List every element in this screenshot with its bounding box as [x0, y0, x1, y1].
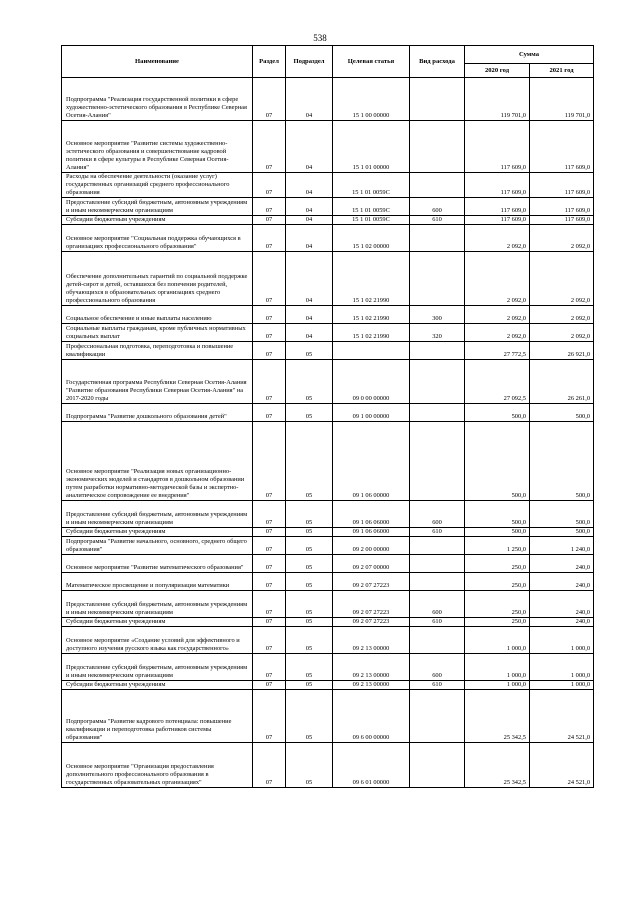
- row-subsection: 05: [286, 618, 333, 627]
- table-row: [62, 252, 594, 306]
- row-target-article: 09 2 13 00000: [333, 627, 410, 654]
- row-sum-2020: 1 250,0: [465, 537, 530, 555]
- row-sum-2021: 26 921,0: [530, 342, 594, 360]
- row-target-article: 09 2 07 27223: [333, 591, 410, 618]
- row-subsection: 05: [286, 555, 333, 573]
- row-sum-2020: 500,0: [465, 528, 530, 537]
- row-section: 07: [253, 404, 286, 422]
- row-expense-type: 600: [410, 654, 465, 681]
- row-name: Субсидии бюджетным учреждениям: [62, 528, 253, 537]
- table-row: [62, 404, 594, 422]
- row-sum-2021: 26 261,0: [530, 360, 594, 404]
- table-row: [62, 121, 594, 173]
- row-subsection: 05: [286, 422, 333, 501]
- row-sum-2020: 27 772,5: [465, 342, 530, 360]
- row-name: Предоставление субсидий бюджетным, автономным учреждениям и иным некоммерческим организациям: [62, 198, 253, 216]
- row-subsection: 04: [286, 198, 333, 216]
- row-target-article: 09 1 06 06000: [333, 501, 410, 528]
- row-expense-type: [410, 404, 465, 422]
- row-target-article: 09 0 00 00000: [333, 360, 410, 404]
- row-section: 07: [253, 216, 286, 225]
- row-sum-2020: 2 092,0: [465, 324, 530, 342]
- row-subsection: 05: [286, 537, 333, 555]
- row-target-article: [333, 342, 410, 360]
- row-sum-2021: 500,0: [530, 404, 594, 422]
- row-section: 07: [253, 78, 286, 121]
- row-target-article: 09 2 00 00000: [333, 537, 410, 555]
- header-sum: Сумма: [465, 46, 594, 64]
- row-section: 07: [253, 342, 286, 360]
- row-name: Профессиональная подготовка, переподготовка и повышение квалификации: [62, 342, 253, 360]
- row-sum-2021: 1 000,0: [530, 681, 594, 690]
- header-name: Наименование: [62, 46, 253, 78]
- table-row: [62, 342, 594, 360]
- table-row: [62, 198, 594, 216]
- row-expense-type: 300: [410, 306, 465, 324]
- row-subsection: 04: [286, 173, 333, 198]
- row-section: 07: [253, 306, 286, 324]
- row-expense-type: 610: [410, 618, 465, 627]
- row-expense-type: [410, 121, 465, 173]
- row-expense-type: 600: [410, 198, 465, 216]
- row-subsection: 05: [286, 501, 333, 528]
- row-section: 07: [253, 591, 286, 618]
- row-subsection: 04: [286, 252, 333, 306]
- row-sum-2020: 119 701,0: [465, 78, 530, 121]
- row-sum-2020: 2 092,0: [465, 252, 530, 306]
- row-sum-2021: 500,0: [530, 528, 594, 537]
- row-subsection: 05: [286, 627, 333, 654]
- row-name: Обеспечение дополнительных гарантий по социальной поддержке детей-сирот и детей, оставшихся без попечения родителей, обучающихся в образовательных организациях среднего профессионального образования: [62, 252, 253, 306]
- row-sum-2021: 117 609,0: [530, 216, 594, 225]
- row-expense-type: [410, 360, 465, 404]
- row-expense-type: [410, 573, 465, 591]
- row-name: Подпрограмма "Развитие кадрового потенциала: повышение квалификации и переподготовка работников системы образования": [62, 690, 253, 743]
- row-target-article: 15 1 02 21990: [333, 306, 410, 324]
- row-expense-type: 600: [410, 501, 465, 528]
- row-name: Подпрограмма "Развитие дошкольного образования детей": [62, 404, 253, 422]
- row-expense-type: [410, 627, 465, 654]
- row-target-article: 15 1 01 00000: [333, 121, 410, 173]
- row-name: Подпрограмма "Развитие начального, основного, среднего общего образования": [62, 537, 253, 555]
- table-row: [62, 78, 594, 121]
- row-expense-type: [410, 555, 465, 573]
- table-row: [62, 173, 594, 198]
- row-target-article: 09 1 00 00000: [333, 404, 410, 422]
- row-target-article: 09 2 13 00000: [333, 681, 410, 690]
- row-name: Основное мероприятие «Создание условий для эффективного и доступного изучения русского языка как государственного»: [62, 627, 253, 654]
- row-name: Основное мероприятие "Реализация новых организационно-экономических моделей и стандартов в дошкольном образовании путем разработки нормативно-методической базы и экспертно-аналитическое сопровождение ее внедрения": [62, 422, 253, 501]
- row-target-article: 15 1 01 0059С: [333, 198, 410, 216]
- row-sum-2020: 500,0: [465, 404, 530, 422]
- table-row: [62, 537, 594, 555]
- row-sum-2021: 1 240,0: [530, 537, 594, 555]
- row-sum-2021: 2 092,0: [530, 252, 594, 306]
- row-target-article: 15 1 02 21990: [333, 324, 410, 342]
- row-sum-2021: 117 609,0: [530, 173, 594, 198]
- row-target-article: 09 6 00 00000: [333, 690, 410, 743]
- row-sum-2020: 117 609,0: [465, 121, 530, 173]
- row-section: 07: [253, 121, 286, 173]
- row-expense-type: 610: [410, 681, 465, 690]
- row-sum-2021: 500,0: [530, 501, 594, 528]
- table-row: [62, 627, 594, 654]
- row-section: 07: [253, 173, 286, 198]
- row-section: 07: [253, 422, 286, 501]
- row-expense-type: 610: [410, 528, 465, 537]
- row-target-article: 09 2 13 00000: [333, 654, 410, 681]
- row-target-article: 15 1 01 0059С: [333, 216, 410, 225]
- row-sum-2021: 119 701,0: [530, 78, 594, 121]
- row-sum-2020: 2 092,0: [465, 306, 530, 324]
- row-subsection: 04: [286, 225, 333, 252]
- table-row: [62, 681, 594, 690]
- row-section: 07: [253, 627, 286, 654]
- row-expense-type: [410, 743, 465, 788]
- row-subsection: 05: [286, 528, 333, 537]
- row-sum-2020: 27 092,5: [465, 360, 530, 404]
- row-section: 07: [253, 681, 286, 690]
- row-section: 07: [253, 225, 286, 252]
- header-year-2021: 2021 год: [530, 64, 594, 78]
- row-subsection: 04: [286, 78, 333, 121]
- row-sum-2021: 117 609,0: [530, 121, 594, 173]
- row-sum-2020: 250,0: [465, 573, 530, 591]
- table-row: [62, 690, 594, 743]
- row-name: Основное мероприятие "Социальная поддержка обучающихся в организациях профессионального образования": [62, 225, 253, 252]
- row-sum-2021: 240,0: [530, 555, 594, 573]
- row-sum-2021: 1 000,0: [530, 654, 594, 681]
- row-sum-2020: 25 342,5: [465, 743, 530, 788]
- row-target-article: 15 1 02 21990: [333, 252, 410, 306]
- header-year-2020: 2020 год: [465, 64, 530, 78]
- row-sum-2020: 250,0: [465, 555, 530, 573]
- row-sum-2020: 1 000,0: [465, 654, 530, 681]
- row-subsection: 05: [286, 360, 333, 404]
- row-name: Субсидии бюджетным учреждениям: [62, 216, 253, 225]
- row-subsection: 05: [286, 690, 333, 743]
- row-name: Субсидии бюджетным учреждениям: [62, 681, 253, 690]
- row-target-article: 15 1 02 00000: [333, 225, 410, 252]
- row-section: 07: [253, 501, 286, 528]
- row-subsection: 04: [286, 324, 333, 342]
- row-subsection: 04: [286, 216, 333, 225]
- budget-table: [61, 45, 594, 788]
- row-target-article: 09 2 07 27223: [333, 618, 410, 627]
- row-sum-2021: 240,0: [530, 591, 594, 618]
- row-name: Предоставление субсидий бюджетным, автономным учреждениям и иным некоммерческим организациям: [62, 501, 253, 528]
- row-target-article: 09 2 07 00000: [333, 555, 410, 573]
- row-section: 07: [253, 573, 286, 591]
- table-row: [62, 573, 594, 591]
- table-row: [62, 422, 594, 501]
- row-name: Подпрограмма "Реализация государственной политики в сфере художественно-эстетического образования в Республике Северная Осетия-Алания": [62, 78, 253, 121]
- header-expense-type: Вид расхода: [410, 46, 465, 78]
- row-sum-2021: 1 000,0: [530, 627, 594, 654]
- row-sum-2020: 250,0: [465, 591, 530, 618]
- table-row: [62, 360, 594, 404]
- row-sum-2021: 117 609,0: [530, 198, 594, 216]
- row-sum-2021: 240,0: [530, 573, 594, 591]
- table-row: [62, 225, 594, 252]
- row-sum-2020: 2 092,0: [465, 225, 530, 252]
- row-target-article: 09 6 01 00000: [333, 743, 410, 788]
- row-name: Основное мероприятие "Организация предоставления дополнительного профессионального образования в государственных образовательных организациях": [62, 743, 253, 788]
- table-row: [62, 528, 594, 537]
- row-sum-2020: 1 000,0: [465, 627, 530, 654]
- table-row: [62, 743, 594, 788]
- row-sum-2020: 1 000,0: [465, 681, 530, 690]
- row-sum-2020: 117 609,0: [465, 216, 530, 225]
- row-sum-2021: 24 521,0: [530, 743, 594, 788]
- row-sum-2020: 25 342,5: [465, 690, 530, 743]
- row-subsection: 05: [286, 591, 333, 618]
- row-sum-2021: 2 092,0: [530, 225, 594, 252]
- header-subsection: Подраздел: [286, 46, 333, 78]
- row-sum-2020: 117 609,0: [465, 198, 530, 216]
- row-section: 07: [253, 528, 286, 537]
- table-row: [62, 654, 594, 681]
- row-sum-2021: 2 092,0: [530, 306, 594, 324]
- row-subsection: 05: [286, 654, 333, 681]
- row-section: 07: [253, 618, 286, 627]
- row-sum-2021: 240,0: [530, 618, 594, 627]
- page-number: 538: [313, 33, 327, 43]
- row-sum-2020: 250,0: [465, 618, 530, 627]
- row-sum-2020: 117 609,0: [465, 173, 530, 198]
- row-target-article: 09 2 07 27223: [333, 573, 410, 591]
- row-target-article: 09 1 06 00000: [333, 422, 410, 501]
- row-name: Математическое просвещение и популяризация математики: [62, 573, 253, 591]
- row-subsection: 05: [286, 573, 333, 591]
- row-section: 07: [253, 198, 286, 216]
- table-row: [62, 306, 594, 324]
- table-row: [62, 216, 594, 225]
- row-target-article: 15 1 00 00000: [333, 78, 410, 121]
- row-subsection: 05: [286, 342, 333, 360]
- row-subsection: 05: [286, 743, 333, 788]
- row-section: 07: [253, 690, 286, 743]
- table-row: [62, 591, 594, 618]
- row-name: Предоставление субсидий бюджетным, автономным учреждениям и иным некоммерческим организациям: [62, 654, 253, 681]
- row-target-article: 09 1 06 06000: [333, 528, 410, 537]
- row-expense-type: 610: [410, 216, 465, 225]
- row-name: Социальные выплаты гражданам, кроме публичных нормативных социальных выплат: [62, 324, 253, 342]
- header-section: Раздел: [253, 46, 286, 78]
- row-section: 07: [253, 324, 286, 342]
- row-expense-type: [410, 173, 465, 198]
- row-name: Основное мероприятие "Развитие системы художественно-эстетического образования и совершенствование кадровой политики в сфере культуры в Республике Северная Осетия-Алания": [62, 121, 253, 173]
- row-name: Социальное обеспечение и иные выплаты населению: [62, 306, 253, 324]
- row-expense-type: [410, 422, 465, 501]
- row-section: 07: [253, 252, 286, 306]
- row-section: 07: [253, 537, 286, 555]
- row-sum-2020: 500,0: [465, 501, 530, 528]
- row-expense-type: [410, 252, 465, 306]
- row-section: 07: [253, 743, 286, 788]
- row-subsection: 04: [286, 306, 333, 324]
- row-section: 07: [253, 360, 286, 404]
- row-expense-type: 320: [410, 324, 465, 342]
- table-body: [62, 78, 594, 788]
- row-expense-type: 600: [410, 591, 465, 618]
- row-sum-2020: 500,0: [465, 422, 530, 501]
- row-name: Расходы на обеспечение деятельности (оказание услуг) государственных организаций среднего профессионального образования: [62, 173, 253, 198]
- row-subsection: 05: [286, 681, 333, 690]
- table-row: [62, 501, 594, 528]
- row-expense-type: [410, 690, 465, 743]
- row-sum-2021: 500,0: [530, 422, 594, 501]
- row-section: 07: [253, 555, 286, 573]
- row-sum-2021: 24 521,0: [530, 690, 594, 743]
- row-subsection: 05: [286, 404, 333, 422]
- row-sum-2021: 2 092,0: [530, 324, 594, 342]
- table-row: [62, 618, 594, 627]
- row-name: Государственная программа Республики Северная Осетия-Алания "Развитие образования Республики Северная Осетия-Алания" на 2017-2020 годы: [62, 360, 253, 404]
- row-target-article: 15 1 01 0059С: [333, 173, 410, 198]
- row-name: Субсидии бюджетным учреждениям: [62, 618, 253, 627]
- row-expense-type: [410, 225, 465, 252]
- row-name: Основное мероприятие "Развитие математического образования": [62, 555, 253, 573]
- row-section: 07: [253, 654, 286, 681]
- row-expense-type: [410, 78, 465, 121]
- table-row: [62, 555, 594, 573]
- table-row: [62, 324, 594, 342]
- row-expense-type: [410, 537, 465, 555]
- header-target-article: Целевая статья: [333, 46, 410, 78]
- row-name: Предоставление субсидий бюджетным, автономным учреждениям и иным некоммерческим организациям: [62, 591, 253, 618]
- row-subsection: 04: [286, 121, 333, 173]
- row-expense-type: [410, 342, 465, 360]
